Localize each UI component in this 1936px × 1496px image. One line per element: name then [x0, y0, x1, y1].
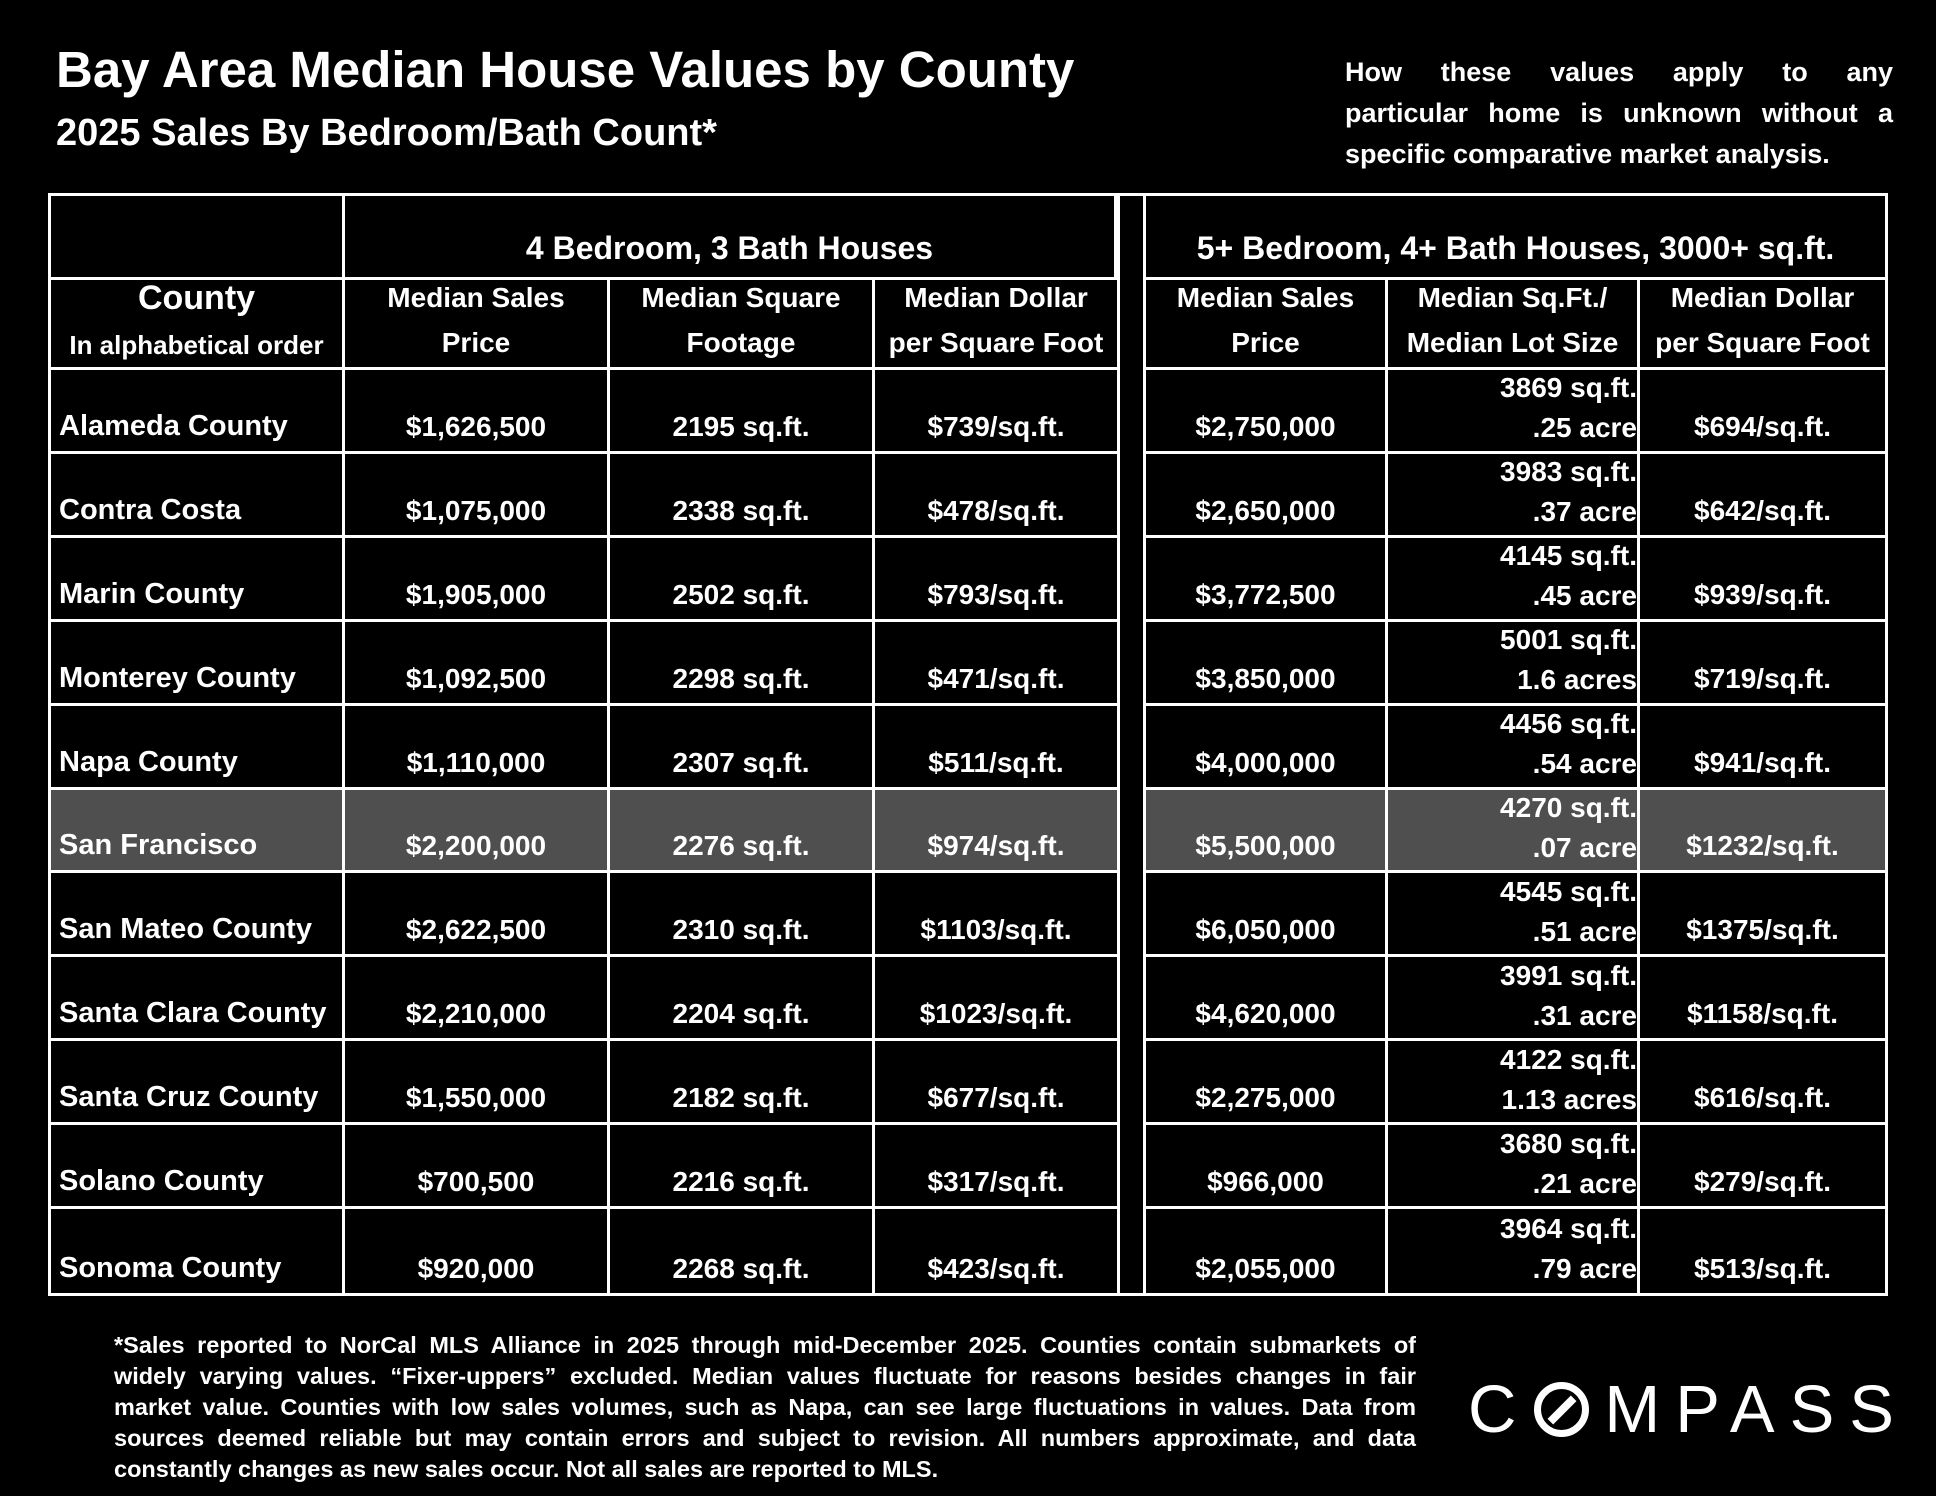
g2-median-sales-price-header: Median Sales Price — [1146, 280, 1388, 370]
g2-median-price-cell: $966,000 — [1146, 1125, 1388, 1209]
g1-median-dollar-per-sqft-header: Median Dollar per Square Foot — [875, 280, 1117, 370]
g1-median-price-cell: $1,905,000 — [345, 538, 610, 622]
note-line: specific comparative market analysis. — [1345, 139, 1830, 169]
g1-median-price-cell: $1,092,500 — [345, 622, 610, 706]
page-title: Bay Area Median House Values by County — [56, 41, 1075, 98]
g2-median-price-cell: $3,772,500 — [1146, 538, 1388, 622]
lot-line: 3680 sq.ft. — [1500, 1127, 1637, 1159]
g1-median-sqft-cell: 2298 sq.ft. — [610, 622, 875, 706]
county-cell: Marin County — [51, 538, 345, 622]
g2-sqft-lot-cell — [1388, 622, 1640, 706]
g2-sqft-lot-cell — [1388, 706, 1640, 790]
table-corner-cell — [51, 196, 345, 280]
lot-line: 4545 sq.ft. — [1500, 875, 1637, 907]
lot-line: 3964 sq.ft. — [1500, 1213, 1637, 1245]
g2-price-per-sqft-cell: $941/sq.ft. — [1640, 706, 1885, 790]
logo-letter-c: C — [1468, 1372, 1532, 1447]
lot-line: 4270 sq.ft. — [1500, 792, 1637, 823]
compass-needle-icon — [1547, 1395, 1576, 1424]
county-cell: Santa Clara County — [51, 957, 345, 1041]
county-cell: Contra Costa — [51, 454, 345, 538]
g2-sqft-lot-cell — [1388, 873, 1640, 957]
g1-price-per-sqft-cell: $317/sq.ft. — [875, 1125, 1117, 1209]
lot-line: .54 acre — [1532, 748, 1637, 780]
county-header-subtitle: In alphabetical order — [69, 330, 324, 360]
g1-median-price-cell: $2,622,500 — [345, 873, 610, 957]
page-subtitle: 2025 Sales By Bedroom/Bath Count* — [56, 112, 717, 154]
g2-median-price-cell: $4,620,000 — [1146, 957, 1388, 1041]
county-header-title: County — [137, 280, 256, 317]
county-cell: Sonoma County — [51, 1209, 345, 1293]
lot-line: 3983 sq.ft. — [1500, 456, 1637, 488]
g1-price-per-sqft-cell: $471/sq.ft. — [875, 622, 1117, 706]
g2-sqft-lot-cell — [1388, 538, 1640, 622]
g1-median-sqft-cell: 2307 sq.ft. — [610, 706, 875, 790]
lot-line: 4122 sq.ft. — [1500, 1043, 1637, 1075]
note-line: particular home is unknown without a — [1345, 98, 1893, 128]
lot-line: 1.13 acres — [1501, 1083, 1637, 1115]
logo-letters-mpass: MPASS — [1604, 1372, 1909, 1447]
county-cell: San Francisco — [51, 790, 345, 874]
footnote-line: widely varying values. “Fixer-uppers” excluded. Median values fluctuate for reasons besides changes in fair — [114, 1363, 1416, 1389]
g1-median-price-cell: $1,110,000 — [345, 706, 610, 790]
g1-median-sqft-cell: 2182 sq.ft. — [610, 1041, 875, 1125]
g2-median-price-cell: $6,050,000 — [1146, 873, 1388, 957]
group-header-5bd-4ba: 5+ Bedroom, 4+ Bath Houses, 3000+ sq.ft. — [1146, 196, 1885, 280]
g2-median-sqft-lot-size-header: Median Sq.Ft./ Median Lot Size — [1388, 280, 1640, 370]
g2-price-per-sqft-cell: $694/sq.ft. — [1640, 370, 1885, 454]
g1-median-sqft-cell: 2502 sq.ft. — [610, 538, 875, 622]
lot-line: .07 acre — [1532, 832, 1637, 863]
county-cell: San Mateo County — [51, 873, 345, 957]
g1-median-sqft-cell: 2195 sq.ft. — [610, 370, 875, 454]
lot-line: .25 acre — [1532, 412, 1637, 444]
g1-median-price-cell: $920,000 — [345, 1209, 610, 1293]
g2-price-per-sqft-cell: $1158/sq.ft. — [1640, 957, 1885, 1041]
g1-median-price-cell: $2,200,000 — [345, 790, 610, 874]
g2-price-per-sqft-cell: $513/sq.ft. — [1694, 1252, 1831, 1284]
lot-line: 3869 sq.ft. — [1500, 372, 1637, 404]
footnote-line: market value. Counties with low sales volumes, such as Napa, can see large fluctuations in values. Data from — [114, 1394, 1416, 1420]
lot-line: 4145 sq.ft. — [1500, 540, 1637, 572]
footnote-line: *Sales reported to NorCal MLS Alliance in 2025 through mid-December 2025. Counties contain submarkets of — [114, 1332, 1416, 1358]
lot-line: .79 acre — [1532, 1253, 1637, 1285]
g1-median-sqft-cell: 2310 sq.ft. — [610, 873, 875, 957]
lot-line: 5001 sq.ft. — [1500, 624, 1637, 656]
g1-price-per-sqft-cell: $511/sq.ft. — [875, 706, 1117, 790]
g2-sqft-lot-cell — [1388, 454, 1640, 538]
lot-line: .45 acre — [1532, 580, 1637, 612]
g1-price-per-sqft-cell: $423/sq.ft. — [927, 1252, 1065, 1284]
g2-sqft-lot-cell — [1388, 790, 1640, 874]
note-line: How these values apply to any — [1345, 57, 1893, 87]
g2-price-per-sqft-cell: $719/sq.ft. — [1640, 622, 1885, 706]
values-table — [48, 193, 1888, 1296]
g1-median-price-cell: $700,500 — [345, 1125, 610, 1209]
g1-median-price-cell: $2,210,000 — [345, 957, 610, 1041]
g2-price-per-sqft-cell: $1232/sq.ft. — [1640, 790, 1885, 874]
g1-price-per-sqft-cell: $1023/sq.ft. — [875, 957, 1117, 1041]
g2-sqft-lot-cell — [1388, 1125, 1640, 1209]
g1-price-per-sqft-cell: $478/sq.ft. — [875, 454, 1117, 538]
g1-price-per-sqft-cell: $793/sq.ft. — [875, 538, 1117, 622]
g1-median-price-cell: $1,075,000 — [345, 454, 610, 538]
county-cell: Solano County — [51, 1125, 345, 1209]
g1-median-price-cell: $1,626,500 — [345, 370, 610, 454]
g2-sqft-lot-cell — [1388, 1041, 1640, 1125]
g1-median-price-cell: $1,550,000 — [345, 1041, 610, 1125]
g2-median-price-cell: $5,500,000 — [1146, 790, 1388, 874]
county-cell: Monterey County — [51, 622, 345, 706]
g2-sqft-lot-cell — [1388, 957, 1640, 1041]
g2-median-price-cell: $2,750,000 — [1146, 370, 1388, 454]
g1-median-sqft-cell: 2204 sq.ft. — [610, 957, 875, 1041]
g1-price-per-sqft-cell: $677/sq.ft. — [875, 1041, 1117, 1125]
county-cell: Napa County — [51, 706, 345, 790]
g1-median-square-footage-header: Median Square Footage — [610, 280, 875, 370]
county-cell: Santa Cruz County — [51, 1041, 345, 1125]
g2-median-dollar-per-sqft-header: Median Dollar per Square Foot — [1640, 280, 1885, 370]
g1-median-sales-price-header: Median Sales Price — [345, 280, 610, 370]
lot-line: .31 acre — [1532, 999, 1637, 1031]
g2-median-price-cell: $2,055,000 — [1146, 1209, 1388, 1293]
g2-price-per-sqft-cell: $939/sq.ft. — [1640, 538, 1885, 622]
g2-sqft-lot-cell — [1388, 370, 1640, 454]
g1-median-sqft-cell: 2276 sq.ft. — [610, 790, 875, 874]
g1-price-per-sqft-cell: $1103/sq.ft. — [875, 873, 1117, 957]
table-group-divider — [1117, 196, 1146, 1293]
group-header-4bd-3ba: 4 Bedroom, 3 Bath Houses — [345, 196, 1117, 280]
footnote-line: constantly changes as new sales occur. Not all sales are reported to MLS. — [114, 1456, 939, 1482]
g1-median-sqft-cell: 2338 sq.ft. — [610, 454, 875, 538]
compass-o-icon — [1534, 1382, 1589, 1437]
disclaimer-note — [1345, 52, 1893, 175]
county-column-header — [51, 280, 345, 370]
footnote — [114, 1330, 1416, 1485]
g1-price-per-sqft-cell: $974/sq.ft. — [875, 790, 1117, 874]
lot-line: .51 acre — [1532, 915, 1637, 947]
g2-sqft-lot-cell — [1388, 1209, 1640, 1293]
g2-median-price-cell: $2,650,000 — [1146, 454, 1388, 538]
lot-line: 4456 sq.ft. — [1500, 708, 1637, 740]
compass-logo — [1468, 1372, 1909, 1447]
footnote-line: sources deemed reliable but may contain errors and subject to revision. All numbers approximate, and data — [114, 1425, 1416, 1451]
g2-price-per-sqft-cell: $279/sq.ft. — [1640, 1125, 1885, 1209]
lot-line: .21 acre — [1532, 1167, 1637, 1199]
g2-price-per-sqft-cell: $1375/sq.ft. — [1640, 873, 1885, 957]
county-cell: Alameda County — [51, 370, 345, 454]
g2-median-price-cell: $3,850,000 — [1146, 622, 1388, 706]
g2-price-per-sqft-cell: $616/sq.ft. — [1640, 1041, 1885, 1125]
g1-median-sqft-cell: 2268 sq.ft. — [610, 1209, 875, 1293]
lot-line: .37 acre — [1532, 496, 1637, 528]
lot-line: 3991 sq.ft. — [1500, 959, 1637, 991]
g1-median-sqft-cell: 2216 sq.ft. — [610, 1125, 875, 1209]
lot-line: 1.6 acres — [1517, 664, 1637, 696]
g1-price-per-sqft-cell: $739/sq.ft. — [875, 370, 1117, 454]
g2-price-per-sqft-cell: $642/sq.ft. — [1640, 454, 1885, 538]
g2-median-price-cell: $4,000,000 — [1146, 706, 1388, 790]
g2-median-price-cell: $2,275,000 — [1146, 1041, 1388, 1125]
